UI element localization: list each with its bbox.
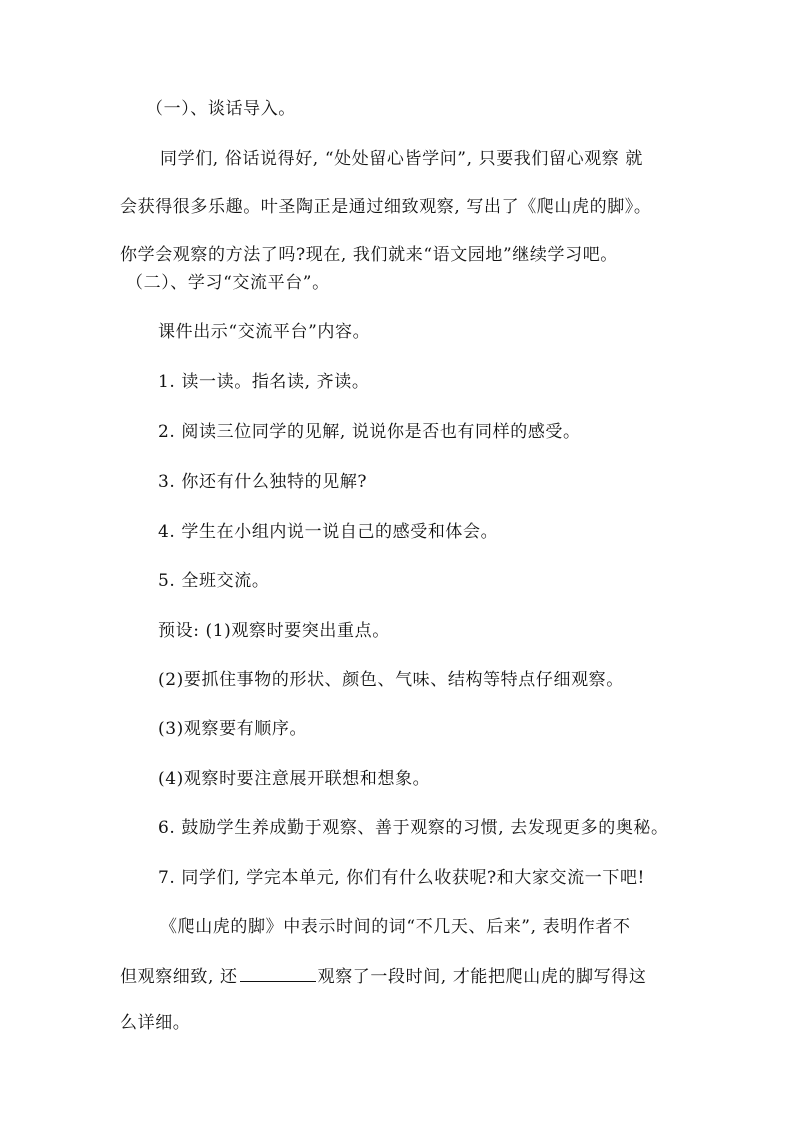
exercise-line: 么详细。 — [120, 1013, 191, 1033]
exercise-line — [120, 963, 680, 1011]
exercise-line: 《爬山虎的脚》中表示时间的词“不几天、后来”, 表明作者不 — [160, 917, 631, 937]
preset-item: (2)要抓住事物的形状、颜色、气味、结构等特点仔细观察。 — [158, 670, 624, 690]
step-item: 3. 你还有什么独特的见解? — [158, 472, 368, 492]
section-two-heading: （二）、学习“交流平台”。 — [126, 273, 330, 293]
section-one-heading: （一）、谈话导入。 — [146, 99, 296, 119]
fill-in-blank[interactable] — [240, 963, 316, 982]
intro-paragraph — [120, 147, 680, 291]
paragraph-line: 同学们, 俗话说得好, “处处留心皆学问”, 只要我们留心观察 就 — [160, 149, 644, 169]
step-item: 7. 同学们, 学完本单元, 你们有什么收获呢?和大家交流一下吧! — [158, 868, 645, 888]
exercise-text-before-blank: 但观察细致, 还 — [120, 967, 238, 987]
step-item: 5. 全班交流。 — [158, 571, 270, 591]
paragraph-line: 你学会观察的方法了吗?现在, 我们就来“语文园地”继续学习吧。 — [120, 245, 618, 265]
preset-item: (4)观察时要注意展开联想和想象。 — [158, 769, 431, 789]
step-item: 4. 学生在小组内说一说自己的感受和体会。 — [158, 522, 499, 542]
exercise-paragraph — [120, 915, 680, 1059]
preset-item: 预设: (1)观察时要突出重点。 — [158, 621, 390, 641]
step-item: 2. 阅读三位同学的见解, 说说你是否也有同样的感受。 — [158, 422, 581, 442]
preset-item: (3)观察要有顺序。 — [158, 719, 308, 739]
paragraph-line: 会获得很多乐趣。叶圣陶正是通过细致观察, 写出了《爬山虎的脚》。 — [120, 197, 652, 217]
courseware-intro: 课件出示“交流平台”内容。 — [158, 322, 371, 342]
exercise-text-after-blank: 观察了一段时间, 才能把爬山虎的脚写得这 — [317, 967, 647, 987]
step-item: 6. 鼓励学生养成勤于观察、善于观察的习惯, 去发现更多的奥秘。 — [158, 818, 669, 838]
step-item: 1. 读一读。指名读, 齐读。 — [158, 372, 370, 392]
